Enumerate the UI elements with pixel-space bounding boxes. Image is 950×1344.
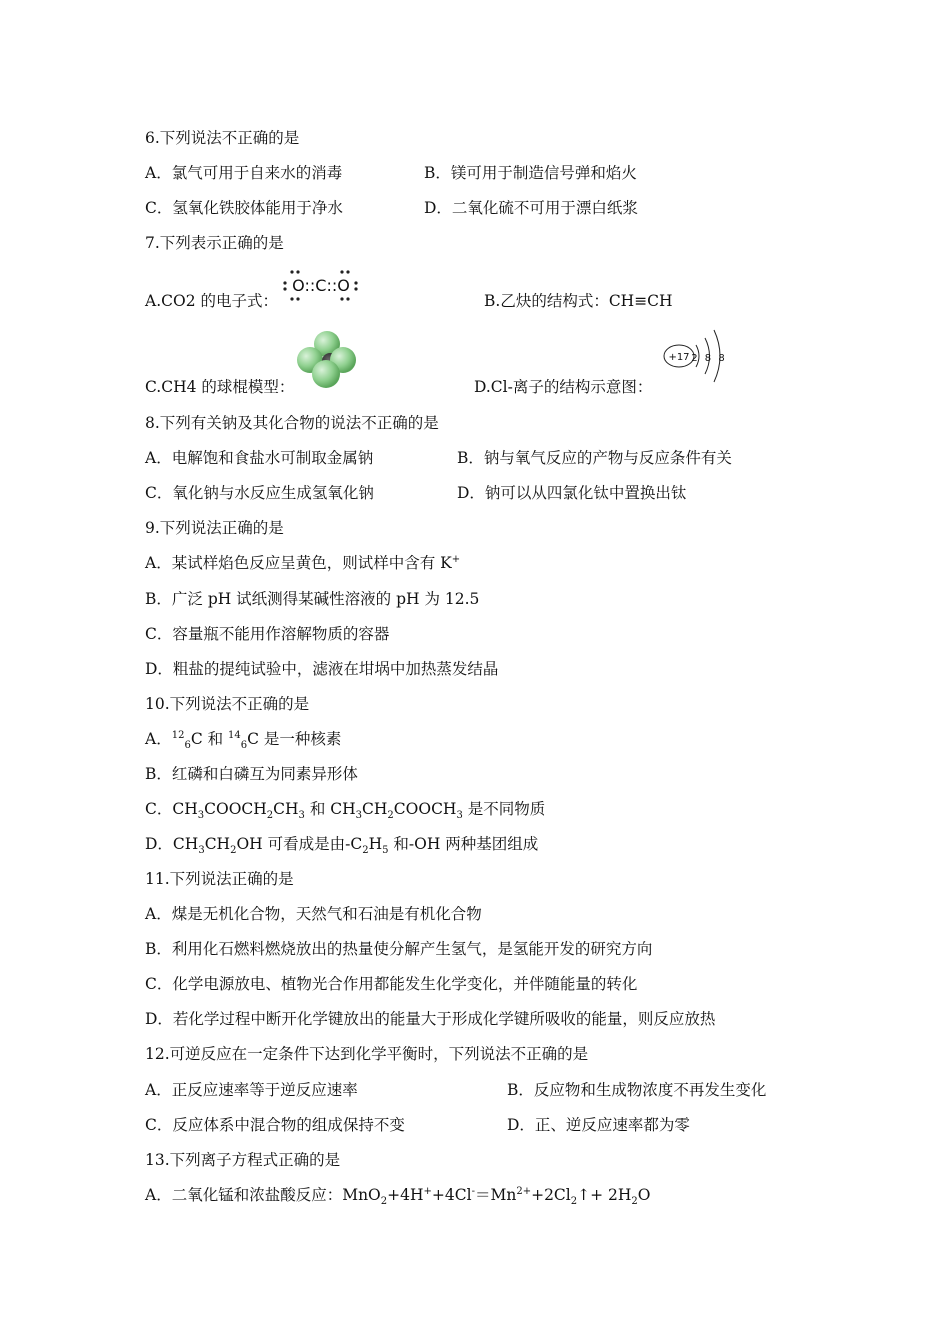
q12-option-a: A．正反应速率等于逆反应速率 bbox=[145, 1081, 358, 1099]
question-10-stem: 10.下列说法不正确的是 bbox=[145, 695, 310, 713]
q8-option-d: D．钠可以从四氯化钛中置换出钛 bbox=[457, 484, 687, 502]
q8-option-c: C．氧化钠与水反应生成氢氧化钠 bbox=[145, 484, 374, 502]
q7-option-a: A.CO2 的电子式： bbox=[145, 292, 278, 310]
q10-option-b: B．红磷和白磷互为同素异形体 bbox=[145, 765, 358, 783]
question-12-stem: 12.可逆反应在一定条件下达到化学平衡时，下列说法不正确的是 bbox=[145, 1045, 589, 1063]
q11-option-d: D．若化学过程中断开化学键放出的能量大于形成化学键所吸收的能量，则反应放热 bbox=[145, 1010, 716, 1028]
q9-option-c: C．容量瓶不能用作溶解物质的容器 bbox=[145, 625, 390, 643]
q7-option-c: C.CH4 的球棍模型： bbox=[145, 378, 295, 396]
q8-option-a: A．电解饱和食盐水可制取金属钠 bbox=[145, 449, 374, 467]
question-6-stem: 6.下列说法不正确的是 bbox=[145, 129, 300, 147]
q13-option-a: A．二氧化锰和浓盐酸反应：$MnO_2+4H^++4Cl^-=Mn^{2+}+2Cl_2↑+ 2H_2O$ bbox=[145, 1185, 651, 1208]
question-8-stem: 8.下列有关钠及其化合物的说法不正确的是 bbox=[145, 414, 439, 432]
question-7-stem: 7.下列表示正确的是 bbox=[145, 234, 284, 252]
question-9-stem: 9.下列说法正确的是 bbox=[145, 519, 284, 537]
q9-option-b: B．广泛 pH 试纸测得某碱性溶液的 pH 为 12.5 bbox=[145, 590, 480, 608]
q10-option-a: A．$^{12}_6$C 和 $^{14}_6$C 是一种核素 bbox=[145, 729, 342, 752]
q6-option-d: D．二氧化硫不可用于漂白纸浆 bbox=[424, 199, 638, 217]
q12-option-b: B．反应物和生成物浓度不再发生变化 bbox=[507, 1081, 767, 1099]
q11-option-b: B．利用化石燃料燃烧放出的热量使分解产生氢气，是氢能开发的研究方向 bbox=[145, 940, 653, 958]
q7-option-b: B.乙炔的结构式：CH≡CH bbox=[484, 292, 673, 310]
q8-option-b: B．钠与氧气反应的产物与反应条件有关 bbox=[457, 449, 732, 467]
question-13-stem: 13.下列离子方程式正确的是 bbox=[145, 1151, 341, 1169]
q9-option-a: A．某试样焰色反应呈黄色，则试样中含有 K+ bbox=[145, 553, 461, 572]
ch4-ball-model-figure bbox=[294, 330, 360, 390]
q10-option-d: D．$CH_3CH_2OH$ 可看成是由$-C_2H_5$ 和-OH 两种基团组成 bbox=[145, 835, 539, 857]
q12-option-d: D．正、逆反应速率都为零 bbox=[507, 1116, 690, 1134]
q7-option-d: D.Cl-离子的结构示意图： bbox=[474, 378, 653, 396]
co2-formula-text: O::C::O bbox=[292, 276, 350, 295]
q11-option-c: C．化学电源放电、植物光合作用都能发生化学变化，并伴随能量的转化 bbox=[145, 975, 638, 993]
q11-option-a: A．煤是无机化合物，天然气和石油是有机化合物 bbox=[145, 905, 482, 923]
electron-shells: 2 8 8 bbox=[691, 353, 727, 364]
q9-option-d: D．粗盐的提纯试验中，滤液在坩埚中加热蒸发结晶 bbox=[145, 660, 499, 678]
q6-option-c: C．氢氧化铁胶体能用于净水 bbox=[145, 199, 343, 217]
q6-option-b: B．镁可用于制造信号弹和焰火 bbox=[424, 164, 637, 182]
nucleus-charge: +17 bbox=[668, 352, 690, 363]
q12-option-c: C．反应体系中混合物的组成保持不变 bbox=[145, 1116, 405, 1134]
q6-option-a: A．氯气可用于自来水的消毒 bbox=[145, 164, 343, 182]
question-11-stem: 11.下列说法正确的是 bbox=[145, 870, 294, 888]
cl-ion-structure-figure bbox=[662, 325, 728, 387]
co2-electron-formula-figure bbox=[278, 268, 366, 304]
q10-option-c: C．$CH_3COOCH_2CH_3$ 和 $CH_3CH_2COOCH_3$ 是不同物质 bbox=[145, 800, 546, 822]
